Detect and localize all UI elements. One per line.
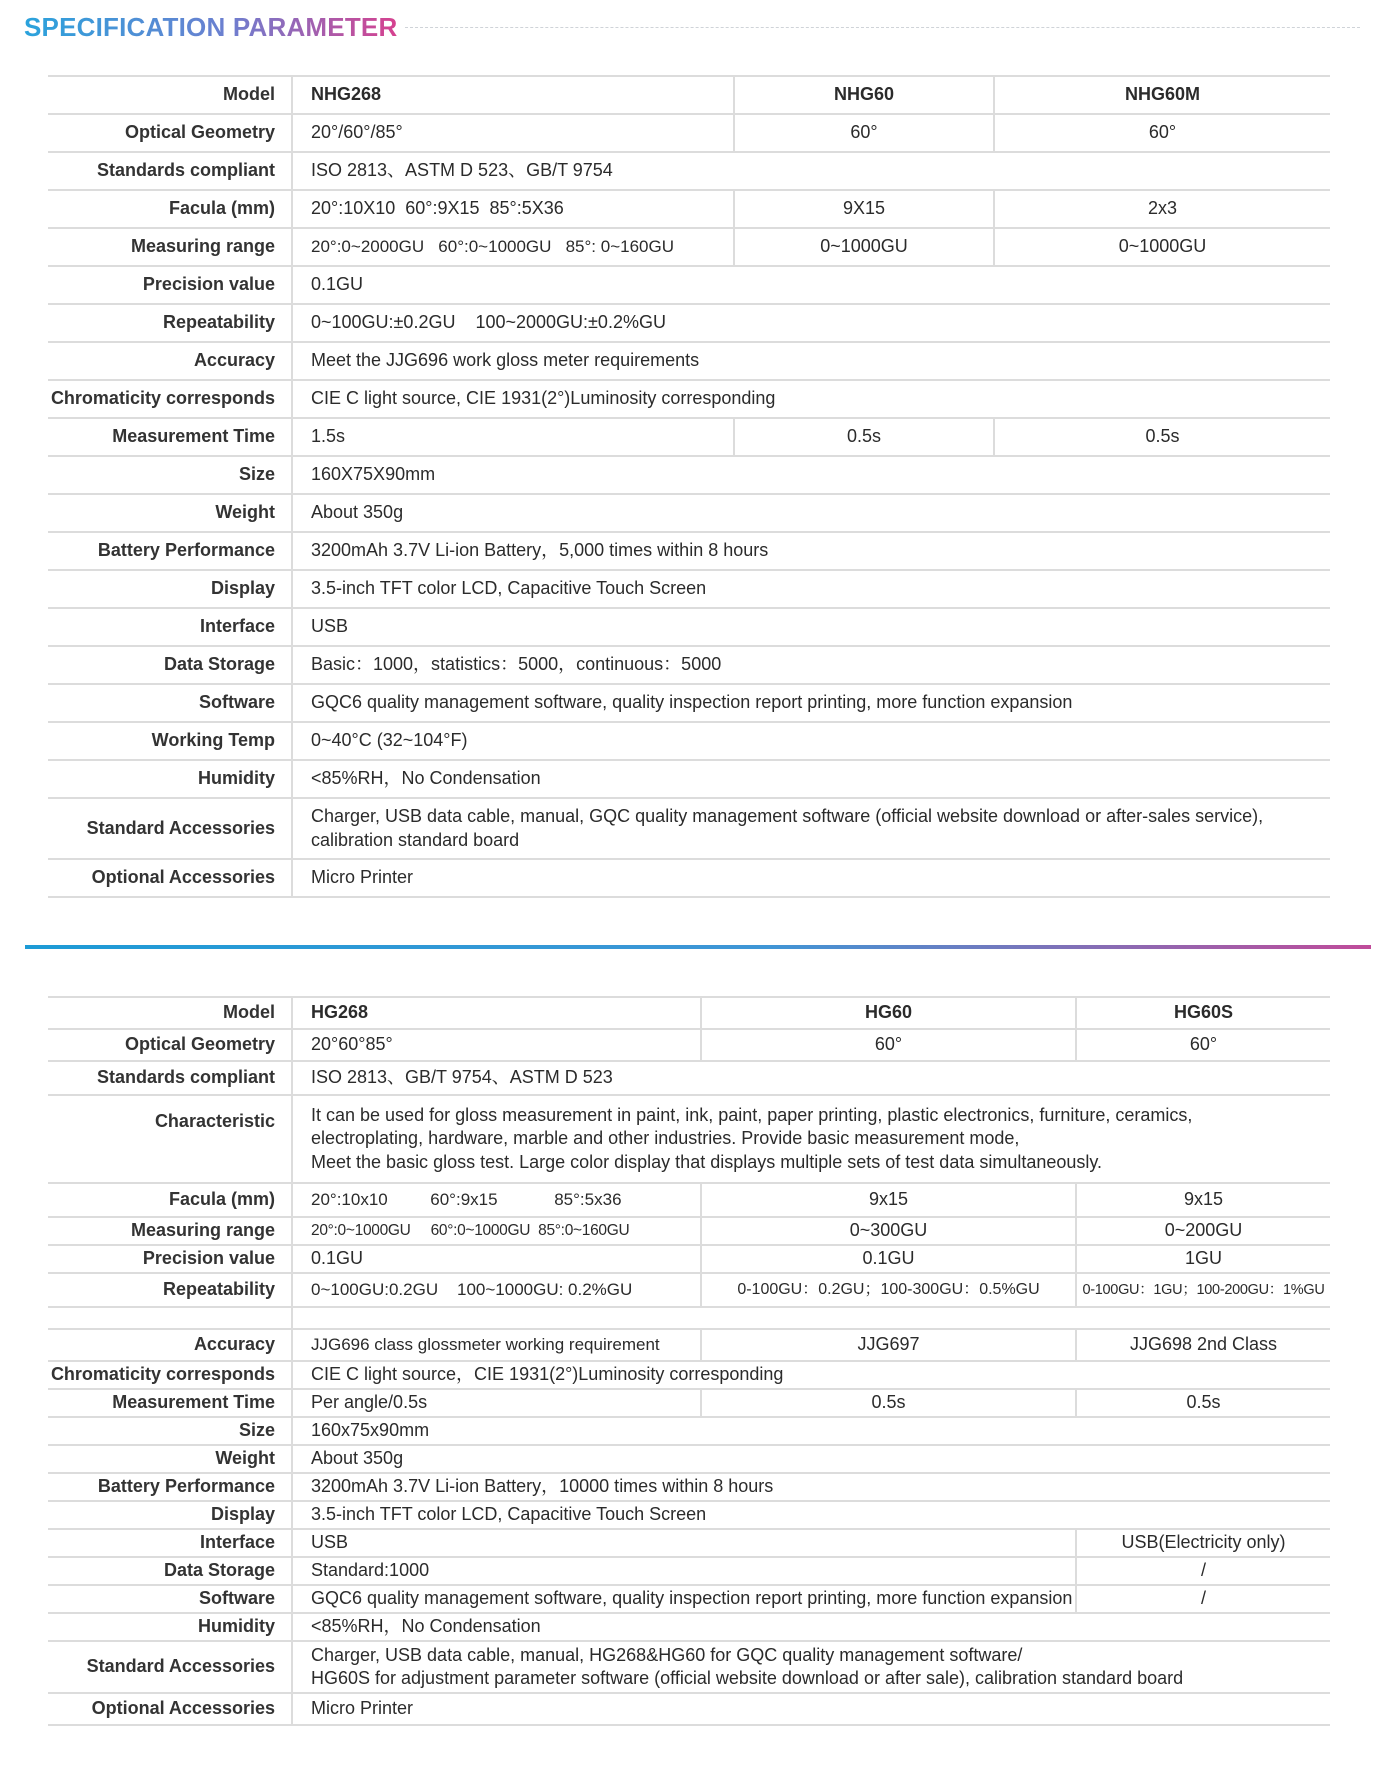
row-label: Precision value xyxy=(48,266,292,304)
cell: 0.5s xyxy=(994,418,1330,456)
table-row xyxy=(48,1217,1330,1245)
cell: USB(Electricity only) xyxy=(1076,1529,1330,1557)
cell: 2x3 xyxy=(994,190,1330,228)
cell: 0~100GU:0.2GU 100~1000GU: 0.2%GU xyxy=(292,1273,701,1307)
table-row xyxy=(48,1693,1330,1725)
table-row xyxy=(48,1273,1330,1307)
cell: CIE C light source，CIE 1931(2°)Luminosity corresponding xyxy=(292,1361,1330,1389)
cell: Micro Printer xyxy=(292,859,1330,897)
cell: 3.5-inch TFT color LCD, Capacitive Touch Screen xyxy=(292,570,1330,608)
cell: 60° xyxy=(1076,1029,1330,1061)
cell: 160x75x90mm xyxy=(292,1417,1330,1445)
table-row xyxy=(48,1501,1330,1529)
text-line: HG60S for adjustment parameter software (official website download or after sale), calibration standard board xyxy=(311,1668,1184,1688)
page-title: SPECIFICATION PARAMETER xyxy=(24,12,398,42)
section-divider xyxy=(25,945,1371,949)
table-row xyxy=(48,456,1330,494)
cell: / xyxy=(1076,1557,1330,1585)
cell: Standard:1000 xyxy=(292,1557,1076,1585)
model-name: NHG268 xyxy=(292,76,734,114)
table-row xyxy=(48,1641,1330,1693)
cell: 9x15 xyxy=(1076,1183,1330,1217)
table-row xyxy=(48,608,1330,646)
row-label: Measurement Time xyxy=(48,1389,292,1417)
cell: 20°60°85° xyxy=(292,1029,701,1061)
cell: 60° xyxy=(701,1029,1076,1061)
row-label: Optional Accessories xyxy=(48,859,292,897)
table-row xyxy=(48,342,1330,380)
row-label: Standards compliant xyxy=(48,1061,292,1095)
row-label: Battery Performance xyxy=(48,532,292,570)
cell: 0~300GU xyxy=(701,1217,1076,1245)
cell xyxy=(292,1641,1330,1693)
table-row-spacer xyxy=(48,1307,1330,1329)
row-label: Chromaticity corresponds xyxy=(48,1361,292,1389)
row-label: Humidity xyxy=(48,760,292,798)
row-label: Humidity xyxy=(48,1613,292,1641)
text-line: It can be used for gloss measurement in paint, ink, paint, paper printing, plastic electronics, furniture, ceramics, xyxy=(311,1104,1193,1125)
row-label: Data Storage xyxy=(48,646,292,684)
table-row xyxy=(48,1473,1330,1501)
table-row xyxy=(48,570,1330,608)
row-label: Working Temp xyxy=(48,722,292,760)
cell: 20°/60°/85° xyxy=(292,114,734,152)
cell: CIE C light source, CIE 1931(2°)Luminosity corresponding xyxy=(292,380,1330,418)
cell: 0.1GU xyxy=(292,1245,701,1273)
table-row xyxy=(48,76,1330,114)
cell: GQC6 quality management software, quality inspection report printing, more function expansion xyxy=(292,1585,1076,1613)
model-name: NHG60M xyxy=(994,76,1330,114)
cell: 3.5-inch TFT color LCD, Capacitive Touch Screen xyxy=(292,1501,1330,1529)
table-row xyxy=(48,1445,1330,1473)
cell: 20°:0~1000GU 60°:0~1000GU 85°:0~160GU xyxy=(292,1217,701,1245)
row-label: Model xyxy=(48,997,292,1029)
cell: JJG696 class glossmeter working requirement xyxy=(292,1329,701,1361)
table-row xyxy=(48,1029,1330,1061)
cell: 20°:10x10 60°:9x15 85°:5x36 xyxy=(292,1183,701,1217)
table-row xyxy=(48,380,1330,418)
row-label: Display xyxy=(48,570,292,608)
cell: 60° xyxy=(734,114,994,152)
table-row xyxy=(48,722,1330,760)
cell: USB xyxy=(292,608,1330,646)
cell: 0~200GU xyxy=(1076,1217,1330,1245)
row-label: Battery Performance xyxy=(48,1473,292,1501)
row-label: Software xyxy=(48,684,292,722)
cell: <85%RH，No Condensation xyxy=(292,1613,1330,1641)
cell: Charger, USB data cable, manual, GQC quality management software (official website download or after-sales service), calibration standard board xyxy=(292,798,1330,859)
model-name: HG268 xyxy=(292,997,701,1029)
row-label: Precision value xyxy=(48,1245,292,1273)
row-label: Display xyxy=(48,1501,292,1529)
cell: 0-100GU：0.2GU；100-300GU：0.5%GU xyxy=(701,1273,1076,1307)
spacer-cell xyxy=(48,1307,292,1329)
cell: About 350g xyxy=(292,494,1330,532)
table-row xyxy=(48,798,1330,859)
table-row xyxy=(48,684,1330,722)
row-label: Chromaticity corresponds xyxy=(48,380,292,418)
table-row xyxy=(48,1557,1330,1585)
table-row xyxy=(48,1095,1330,1183)
row-label: Repeatability xyxy=(48,1273,292,1307)
cell: 20°:10X10 60°:9X15 85°:5X36 xyxy=(292,190,734,228)
table-row xyxy=(48,494,1330,532)
row-label: Optical Geometry xyxy=(48,114,292,152)
row-label: Standard Accessories xyxy=(48,798,292,859)
cell: 0~1000GU xyxy=(734,228,994,266)
cell xyxy=(292,1095,1330,1183)
cell: Per angle/0.5s xyxy=(292,1389,701,1417)
table-row xyxy=(48,997,1330,1029)
row-label: Optical Geometry xyxy=(48,1029,292,1061)
spacer-cell xyxy=(292,1307,1330,1329)
cell: 0~100GU:±0.2GU 100~2000GU:±0.2%GU xyxy=(292,304,1330,342)
cell: Meet the JJG696 work gloss meter requirements xyxy=(292,342,1330,380)
cell: 0~40°C (32~104°F) xyxy=(292,722,1330,760)
text-line: electroplating, hardware, marble and other industries. Provide basic measurement mode, xyxy=(311,1128,1020,1149)
table-row xyxy=(48,1389,1330,1417)
table-row xyxy=(48,152,1330,190)
row-label: Size xyxy=(48,1417,292,1445)
spec-table-hg xyxy=(48,996,1330,1726)
cell: 0.1GU xyxy=(701,1245,1076,1273)
cell: 1.5s xyxy=(292,418,734,456)
row-label: Interface xyxy=(48,608,292,646)
table-row xyxy=(48,646,1330,684)
row-label: Weight xyxy=(48,494,292,532)
table-row xyxy=(48,760,1330,798)
cell: JJG697 xyxy=(701,1329,1076,1361)
row-label: Interface xyxy=(48,1529,292,1557)
table-row xyxy=(48,1061,1330,1095)
cell: 0.5s xyxy=(701,1389,1076,1417)
row-label: Measurement Time xyxy=(48,418,292,456)
cell: 0.5s xyxy=(734,418,994,456)
cell: 60° xyxy=(994,114,1330,152)
cell: About 350g xyxy=(292,1445,1330,1473)
cell: JJG698 2nd Class xyxy=(1076,1329,1330,1361)
cell: 3200mAh 3.7V Li-ion Battery，10000 times within 8 hours xyxy=(292,1473,1330,1501)
row-label: Software xyxy=(48,1585,292,1613)
row-label: Accuracy xyxy=(48,342,292,380)
table-row xyxy=(48,1329,1330,1361)
row-label: Repeatability xyxy=(48,304,292,342)
table-row xyxy=(48,1245,1330,1273)
row-label: Model xyxy=(48,76,292,114)
row-label: Facula (mm) xyxy=(48,190,292,228)
cell: 0.1GU xyxy=(292,266,1330,304)
model-name: HG60 xyxy=(701,997,1076,1029)
cell: 0.5s xyxy=(1076,1389,1330,1417)
cell: <85%RH，No Condensation xyxy=(292,760,1330,798)
row-label: Measuring range xyxy=(48,1217,292,1245)
table-row xyxy=(48,1183,1330,1217)
model-name: NHG60 xyxy=(734,76,994,114)
cell: 0-100GU：1GU；100-200GU：1%GU xyxy=(1076,1273,1330,1307)
table-row xyxy=(48,190,1330,228)
cell: 20°:0~2000GU 60°:0~1000GU 85°: 0~160GU xyxy=(292,228,734,266)
cell: / xyxy=(1076,1585,1330,1613)
table-row xyxy=(48,304,1330,342)
table-row xyxy=(48,1613,1330,1641)
spec-table-nhg xyxy=(48,75,1330,898)
cell: GQC6 quality management software, quality inspection report printing, more function expansion xyxy=(292,684,1330,722)
table-row xyxy=(48,1361,1330,1389)
cell: 160X75X90mm xyxy=(292,456,1330,494)
model-name: HG60S xyxy=(1076,997,1330,1029)
cell: 3200mAh 3.7V Li-ion Battery，5,000 times within 8 hours xyxy=(292,532,1330,570)
row-label: Data Storage xyxy=(48,1557,292,1585)
cell: ISO 2813、GB/T 9754、ASTM D 523 xyxy=(292,1061,1330,1095)
row-label: Characteristic xyxy=(48,1095,292,1183)
cell: ISO 2813、ASTM D 523、GB/T 9754 xyxy=(292,152,1330,190)
table-row xyxy=(48,266,1330,304)
table-row xyxy=(48,114,1330,152)
table-row xyxy=(48,859,1330,897)
table-row xyxy=(48,1585,1330,1613)
cell: 9x15 xyxy=(701,1183,1076,1217)
cell: Micro Printer xyxy=(292,1693,1330,1725)
text-line: Charger, USB data cable, manual, HG268&HG60 for GQC quality management software/ xyxy=(311,1644,1023,1665)
row-label: Accuracy xyxy=(48,1329,292,1361)
cell: 9X15 xyxy=(734,190,994,228)
table-row xyxy=(48,1417,1330,1445)
table-row xyxy=(48,532,1330,570)
table-row xyxy=(48,1529,1330,1557)
row-label: Standard Accessories xyxy=(48,1641,292,1693)
cell: USB xyxy=(292,1529,1076,1557)
row-label: Size xyxy=(48,456,292,494)
cell: 1GU xyxy=(1076,1245,1330,1273)
row-label: Weight xyxy=(48,1445,292,1473)
row-label: Optional Accessories xyxy=(48,1693,292,1725)
table-row xyxy=(48,418,1330,456)
cell: 0~1000GU xyxy=(994,228,1330,266)
table-row xyxy=(48,228,1330,266)
row-label: Standards compliant xyxy=(48,152,292,190)
row-label: Measuring range xyxy=(48,228,292,266)
title-dashed-rule xyxy=(405,27,1360,28)
text-line: Meet the basic gloss test. Large color display that displays multiple sets of test data simultaneously. xyxy=(311,1151,1103,1172)
row-label: Facula (mm) xyxy=(48,1183,292,1217)
cell: Basic：1000，statistics：5000，continuous：5000 xyxy=(292,646,1330,684)
